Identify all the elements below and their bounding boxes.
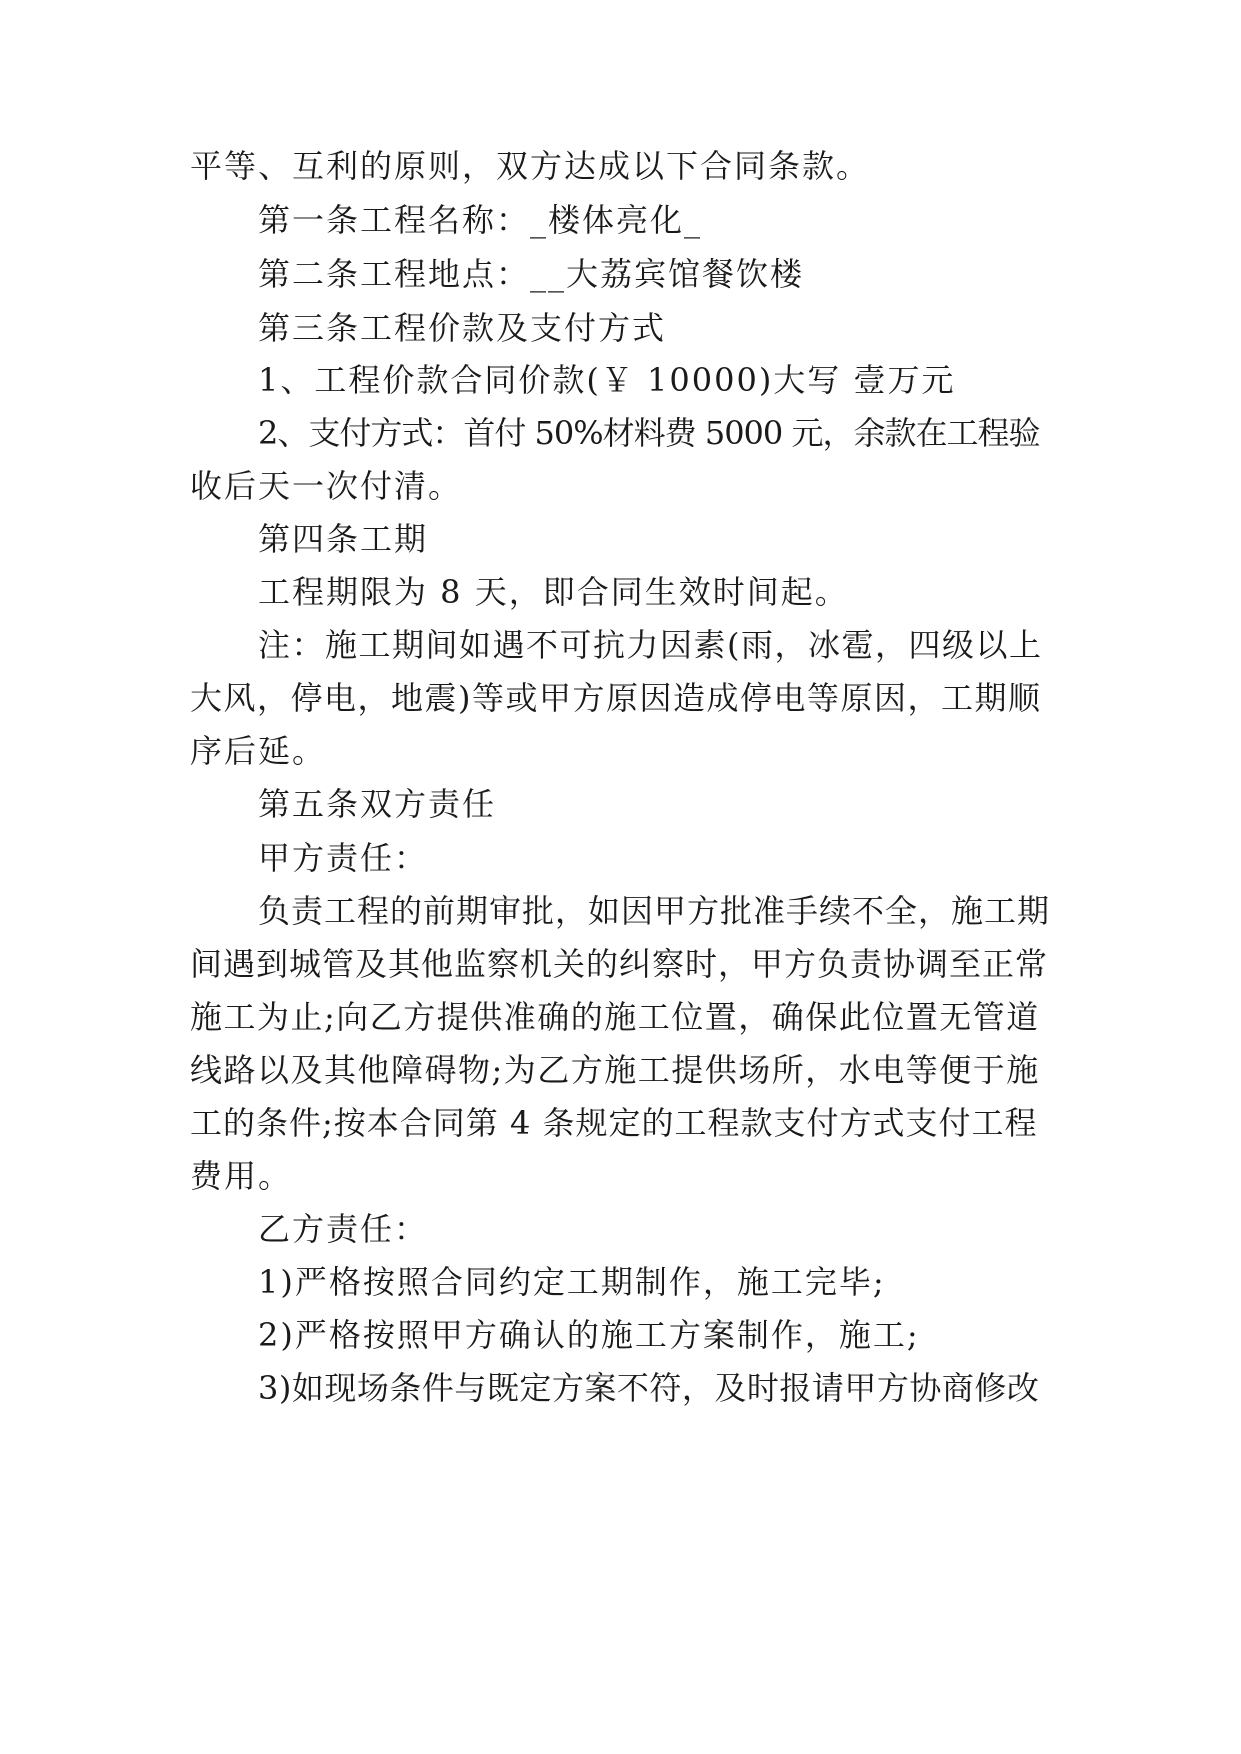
text-line: 间遇到城管及其他监察机关的纠察时，甲方负责协调至正常	[190, 945, 1049, 983]
text-line: 工程期限为 8 天，即合同生效时间起。	[258, 573, 849, 611]
text-line: 收后天一次付清。	[190, 467, 463, 505]
note-line: 注：施工期间如遇不可抗力因素(雨，冰雹，四级以上	[258, 626, 1043, 664]
clause-3-heading: 第三条工程价款及支付方式	[258, 309, 667, 347]
text-line: 线路以及其他障碍物;为乙方施工提供场所，水电等便于施	[190, 1051, 1040, 1089]
list-item: 3)如现场条件与既定方案不符，及时报请甲方协商修改	[258, 1369, 1040, 1407]
text-line: 序后延。	[190, 732, 327, 770]
list-item: 2)严格按照甲方确认的施工方案制作，施工;	[258, 1316, 920, 1354]
text-line: 费用。	[190, 1157, 293, 1195]
text-line: 平等、互利的原则，双方达成以下合同条款。	[190, 147, 871, 185]
list-item: 1)严格按照合同约定工期制作，施工完毕;	[258, 1263, 886, 1301]
clause-3-item-2: 2、支付方式：首付 50%材料费 5000 元，余款在工程验	[258, 414, 1040, 452]
clause-1-project-name: 第一条工程名称：_楼体亮化_	[258, 201, 703, 239]
clause-2-project-location: 第二条工程地点：__大荔宾馆餐饮楼	[258, 255, 805, 293]
text-line: 施工为止;向乙方提供准确的施工位置，确保此位置无管道	[190, 998, 1040, 1036]
clause-4-heading: 第四条工期	[258, 520, 429, 558]
clause-5-heading: 第五条双方责任	[258, 785, 497, 823]
party-b-heading: 乙方责任：	[258, 1210, 429, 1248]
clause-3-item-1: 1、工程价款合同价款(￥ 10000)大写 壹万元	[258, 361, 956, 399]
text-line: 工的条件;按本合同第 4 条规定的工程款支付方式支付工程	[190, 1104, 1038, 1142]
text-line: 负责工程的前期审批，如因甲方批准手续不全，施工期	[258, 892, 1051, 930]
party-a-heading: 甲方责任：	[258, 839, 429, 877]
text-line: 大风，停电，地震)等或甲方原因造成停电等原因，工期顺	[190, 679, 1042, 717]
